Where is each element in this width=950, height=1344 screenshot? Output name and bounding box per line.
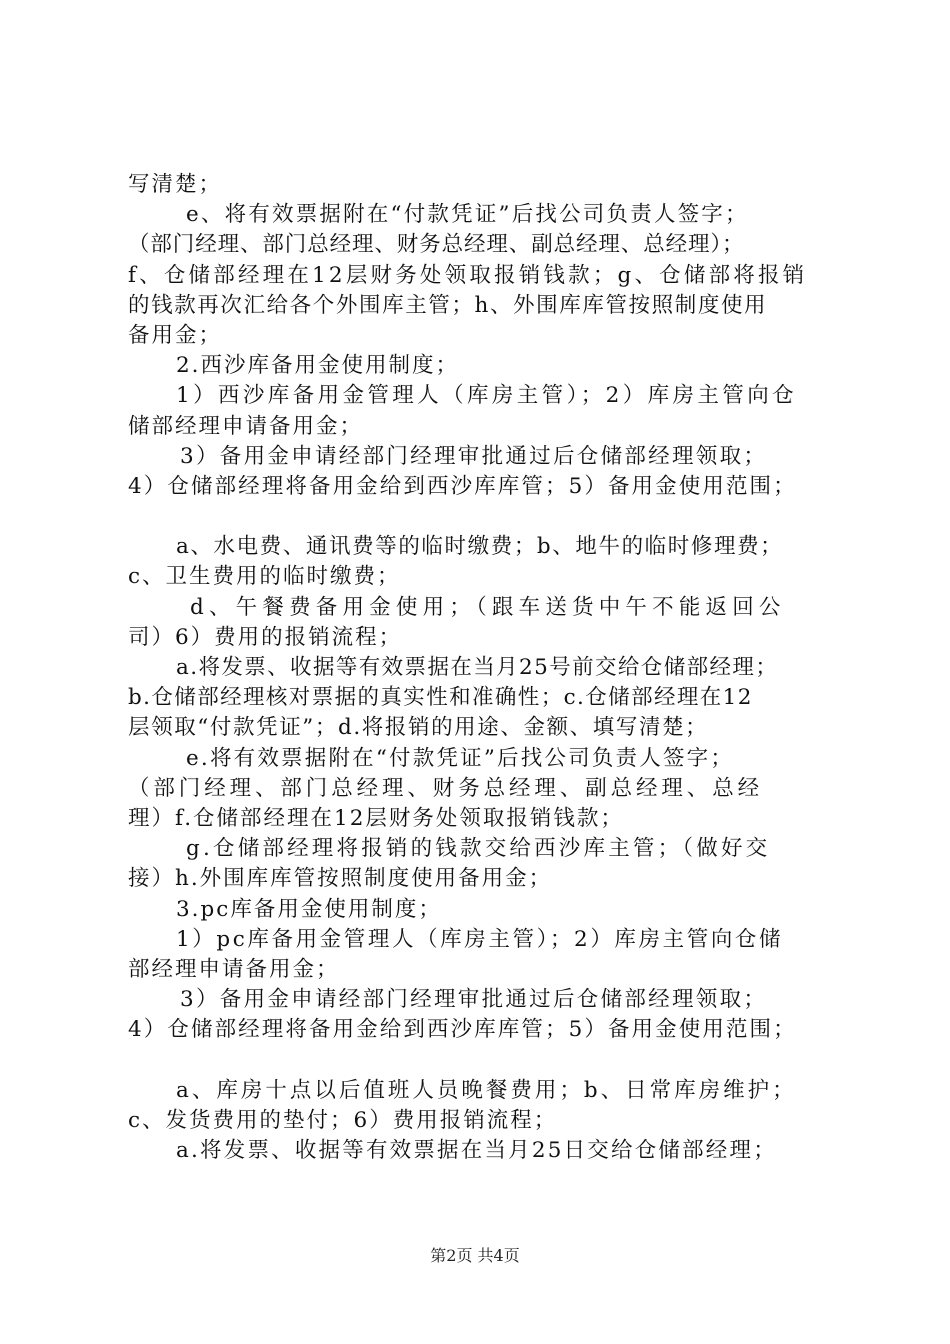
text-line: 理）f.仓储部经理在12层财务处领取报销钱款； <box>128 805 624 831</box>
text-line <box>128 1045 840 1075</box>
text-line: 3）备用金申请经部门经理审批通过后仓储部经理领取； <box>180 443 768 469</box>
text-line: 3）备用金申请经部门经理审批通过后仓储部经理领取； <box>180 987 768 1013</box>
text-line: a、库房十点以后值班人员晚餐费用；b、日常库房维护； <box>176 1077 797 1103</box>
text-line: 3.pc库备用金使用制度； <box>176 896 442 922</box>
text-line: （部门经理、部门总经理、财务总经理、副总经理、总经理）； <box>128 232 745 258</box>
page-footer: 第2页 共4页 <box>430 1246 520 1265</box>
text-line: 2.西沙库备用金使用制度； <box>176 353 460 379</box>
text-line: c、卫生费用的临时缴费； <box>128 564 401 590</box>
text-line: e、将有效票据附在“付款凭证”后找公司负责人签字； <box>186 202 749 228</box>
text-line: （部门经理、部门总经理、财务总经理、副总经理、总经 <box>128 775 764 801</box>
text-line: 储部经理申请备用金； <box>128 413 364 439</box>
document-body <box>128 170 840 1166</box>
text-line <box>128 502 840 532</box>
text-line: 备用金； <box>128 322 223 348</box>
text-line: 写清楚； <box>128 172 223 197</box>
text-line: a、水电费、通讯费等的临时缴费；b、地牛的临时修理费； <box>176 534 784 560</box>
text-line: g.仓储部经理将报销的钱款交给西沙库主管；（做好交 <box>186 836 771 862</box>
text-line: c、发货费用的垫付；6）费用报销流程； <box>128 1107 558 1133</box>
text-line: b.仓储部经理核对票据的真实性和准确性；c.仓储部经理在12 <box>128 685 753 711</box>
text-line: f、仓储部经理在12层财务处领取报销钱款；g、仓储部将报销 <box>128 262 808 288</box>
text-line: 4）仓储部经理将备用金给到西沙库库管；5）备用金使用范围； <box>128 1017 797 1043</box>
text-line: d、午餐费备用金使用；（跟车送货中午不能返回公 <box>190 594 786 620</box>
text-line: 层领取“付款凭证”；d.将报销的用途、金额、填写清楚； <box>128 715 709 741</box>
text-line: 接）h.外围库库管按照制度使用备用金； <box>128 866 553 892</box>
text-line: 1）pc库备用金管理人（库房主管）；2）库房主管向仓储 <box>176 926 784 952</box>
text-line: 4）仓储部经理将备用金给到西沙库库管；5）备用金使用范围； <box>128 473 797 499</box>
text-line: a.将发票、收据等有效票据在当月25日交给仓储部经理； <box>176 1138 777 1163</box>
text-line: 司）6）费用的报销流程； <box>128 624 403 650</box>
text-line: a.将发票、收据等有效票据在当月25号前交给仓储部经理； <box>176 655 779 680</box>
text-line: e.将有效票据附在“付款凭证”后找公司负责人签字； <box>186 745 735 771</box>
text-line: 的钱款再次汇给各个外围库主管；h、外围库库管按照制度使用 <box>128 292 768 318</box>
text-line: 部经理申请备用金； <box>128 956 340 982</box>
text-line: 1）西沙库备用金管理人（库房主管）；2）库房主管向仓 <box>176 383 798 409</box>
